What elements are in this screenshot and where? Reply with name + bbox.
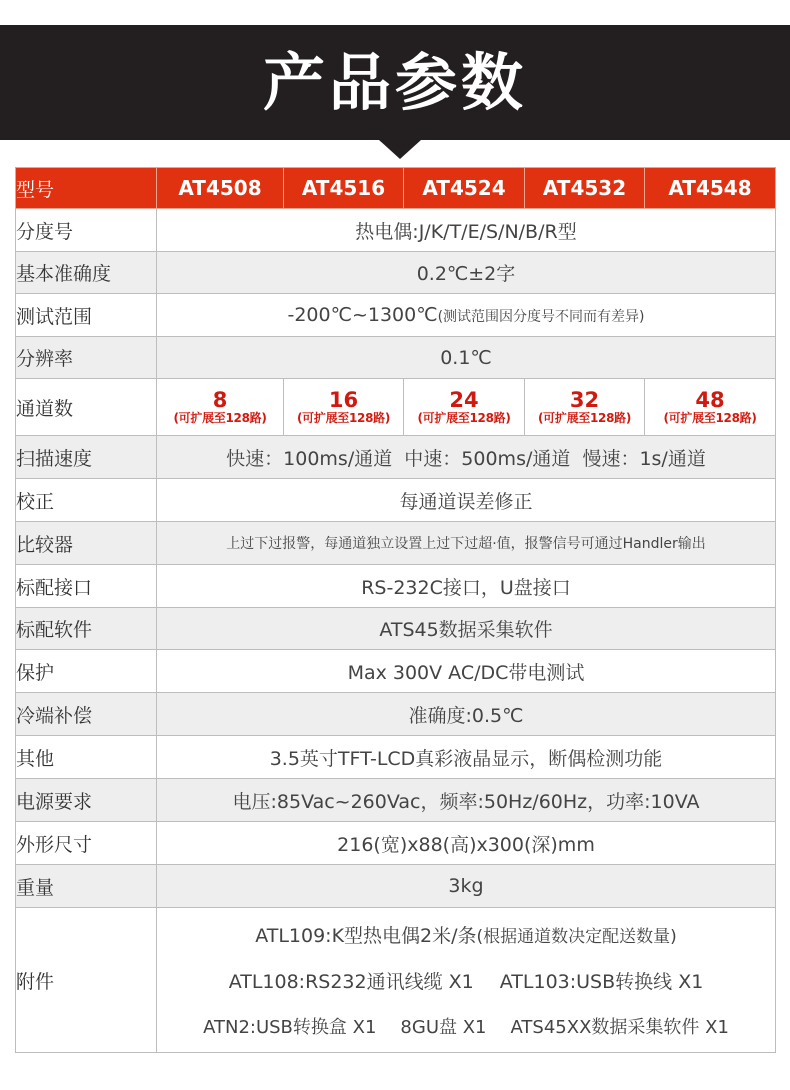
row-label: 通道数 — [16, 379, 157, 436]
row-label: 测试范围 — [16, 294, 157, 337]
title-banner — [0, 25, 790, 140]
row-value: 3kg — [157, 865, 776, 908]
range-note: (测试范围因分度号不同而有差异) — [437, 309, 645, 325]
table-row — [16, 736, 776, 779]
table-row — [16, 479, 776, 522]
row-label: 扫描速度 — [16, 436, 157, 479]
row-value: 每通道误差修正 — [157, 479, 776, 522]
table-row — [16, 337, 776, 379]
model-at4548: AT4548 — [645, 168, 776, 209]
channel-cell — [525, 379, 645, 436]
table-row — [16, 608, 776, 650]
channels-row — [16, 379, 776, 436]
accessory-line — [157, 921, 775, 948]
row-label: 标配软件 — [16, 608, 157, 650]
accessory-item: ATL103:USB转换线 X1 — [499, 971, 704, 993]
row-value: 热电偶:J/K/T/E/S/N/B/R型 — [157, 209, 776, 252]
channel-cell — [645, 379, 776, 436]
accessory-note: (根据通道数决定配送数量) — [476, 927, 677, 947]
table-row — [16, 565, 776, 608]
channel-count: 32 — [569, 388, 600, 412]
model-label: 型号 — [16, 168, 157, 209]
accessory-line — [157, 1013, 775, 1039]
page-title: 产品参数 — [262, 46, 527, 119]
row-label: 比较器 — [16, 522, 157, 565]
channel-note: (可扩展至128路) — [296, 411, 391, 425]
accessory-item: ATN2:USB转换盒 X1 — [203, 1017, 377, 1038]
accessory-line — [157, 967, 775, 994]
range-value: -200℃~1300℃ — [287, 304, 438, 326]
table-row — [16, 650, 776, 693]
row-label: 外形尺寸 — [16, 822, 157, 865]
table-row — [16, 209, 776, 252]
row-label: 标配接口 — [16, 565, 157, 608]
table-row — [16, 522, 776, 565]
model-at4532: AT4532 — [525, 168, 645, 209]
row-label: 分辨率 — [16, 337, 157, 379]
accessory-item: 8GU盘 X1 — [400, 1017, 487, 1038]
accessories-row — [16, 908, 776, 1053]
accessory-item: ATS45XX数据采集软件 X1 — [510, 1017, 729, 1038]
row-label: 电源要求 — [16, 779, 157, 822]
model-at4508: AT4508 — [157, 168, 284, 209]
banner-pointer — [379, 140, 421, 159]
row-label: 冷端补偿 — [16, 693, 157, 736]
channel-count: 48 — [695, 388, 725, 412]
row-value: 上过下过报警，每通道独立设置上过下过超·值，报警信号可通过Handler输出 — [157, 522, 776, 565]
table-header-row — [16, 168, 776, 209]
channel-note: (可扩展至128路) — [173, 411, 267, 425]
table-row — [16, 252, 776, 294]
row-value: 216(宽)x88(高)x300(深)mm — [157, 822, 776, 865]
table-row — [16, 436, 776, 479]
row-label: 校正 — [16, 479, 157, 522]
channel-cell — [157, 379, 284, 436]
row-value: RS-232C接口，U盘接口 — [157, 565, 776, 608]
table-row — [16, 822, 776, 865]
table-row — [16, 693, 776, 736]
row-value: Max 300V AC/DC带电测试 — [157, 650, 776, 693]
row-value: 准确度:0.5℃ — [157, 693, 776, 736]
row-label: 分度号 — [16, 209, 157, 252]
model-at4524: AT4524 — [404, 168, 525, 209]
channel-note: (可扩展至128路) — [417, 411, 511, 425]
row-value: 电压:85Vac~260Vac，频率:50Hz/60Hz，功率:10VA — [157, 779, 776, 822]
row-value — [157, 294, 776, 337]
model-at4516: AT4516 — [284, 168, 404, 209]
row-label: 附件 — [16, 908, 157, 1053]
row-label: 其他 — [16, 736, 157, 779]
channel-count: 16 — [328, 388, 359, 412]
table-row — [16, 294, 776, 337]
channel-count: 8 — [212, 388, 228, 412]
channel-note: (可扩展至128路) — [663, 411, 757, 425]
table-row — [16, 865, 776, 908]
row-value: 0.1℃ — [157, 337, 776, 379]
row-label: 基本准确度 — [16, 252, 157, 294]
row-value: 0.2℃±2字 — [157, 252, 776, 294]
channel-cell — [404, 379, 525, 436]
table-row — [16, 779, 776, 822]
row-label: 保护 — [16, 650, 157, 693]
accessory-item: ATL108:RS232通讯线缆 X1 — [228, 971, 474, 993]
channel-cell — [284, 379, 404, 436]
spec-table — [15, 167, 776, 1053]
accessory-item: ATL109:K型热电偶2米/条 — [255, 925, 477, 947]
row-label: 重量 — [16, 865, 157, 908]
channel-note: (可扩展至128路) — [537, 411, 632, 425]
row-value: ATS45数据采集软件 — [157, 608, 776, 650]
accessories-list — [157, 908, 776, 1053]
row-value: 快速：100ms/通道 中速：500ms/通道 慢速：1s/通道 — [157, 436, 776, 479]
channel-count: 24 — [449, 388, 479, 412]
row-value: 3.5英寸TFT-LCD真彩液晶显示，断偶检测功能 — [157, 736, 776, 779]
